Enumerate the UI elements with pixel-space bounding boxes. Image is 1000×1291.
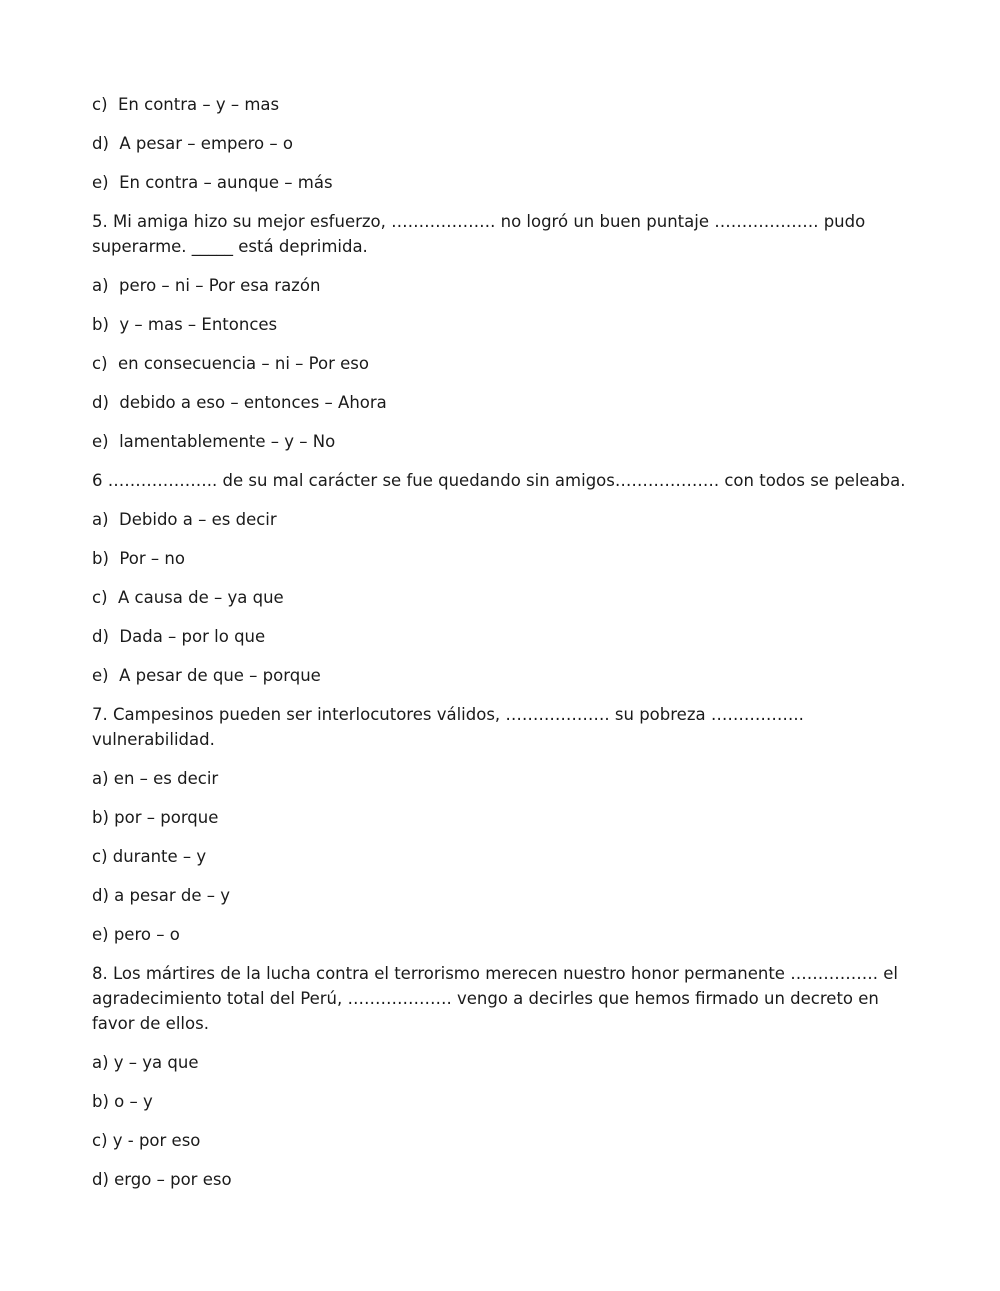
q6-option-d: d) Dada – por lo que	[92, 627, 266, 646]
q7-option-e: e) pero – o	[92, 925, 180, 944]
q5-option-b: b) y – mas – Entonces	[92, 315, 278, 334]
q5-option-a: a) pero – ni – Por esa razón	[92, 276, 321, 295]
prev-option-e: e) En contra – aunque – más	[92, 173, 333, 192]
prev-option-c: c) En contra – y – mas	[92, 95, 280, 114]
q7-option-b: b) por – porque	[92, 808, 219, 827]
q8-option-b: b) o – y	[92, 1092, 153, 1111]
q6-option-e: e) A pesar de que – porque	[92, 666, 321, 685]
q5-option-c: c) en consecuencia – ni – Por eso	[92, 354, 369, 373]
q5-option-d: d) debido a eso – entonces – Ahora	[92, 393, 387, 412]
question-6-text: 6 ……………….. de su mal carácter se fue quedando sin amigos………………. con todos se peleaba.	[92, 471, 906, 490]
q8-option-d: d) ergo – por eso	[92, 1170, 232, 1189]
question-8-text: 8. Los mártires de la lucha contra el terrorismo merecen nuestro honor permanente ……………. el agradecimiento total del Perú, ………………. vengo a decirles que hemos firmado un decreto en favor de ellos.	[92, 964, 898, 1033]
q7-option-d: d) a pesar de – y	[92, 886, 231, 905]
prev-option-d: d) A pesar – empero – o	[92, 134, 293, 153]
q8-option-c: c) y - por eso	[92, 1131, 201, 1150]
q6-option-c: c) A causa de – ya que	[92, 588, 284, 607]
q6-option-b: b) Por – no	[92, 549, 185, 568]
question-5-text: 5. Mi amiga hizo su mejor esfuerzo, ………………. no logró un buen puntaje ………………. pudo superarme. _____ está deprimida.	[92, 212, 866, 256]
q5-option-e: e) lamentablemente – y – No	[92, 432, 336, 451]
q6-option-a: a) Debido a – es decir	[92, 510, 277, 529]
q8-option-a: a) y – ya que	[92, 1053, 199, 1072]
q7-option-c: c) durante – y	[92, 847, 207, 866]
q7-option-a: a) en – es decir	[92, 769, 219, 788]
question-7-text: 7. Campesinos pueden ser interlocutores válidos, ………………. su pobreza …………….. vulnerabilidad.	[92, 705, 804, 749]
worksheet-page	[92, 92, 912, 1206]
